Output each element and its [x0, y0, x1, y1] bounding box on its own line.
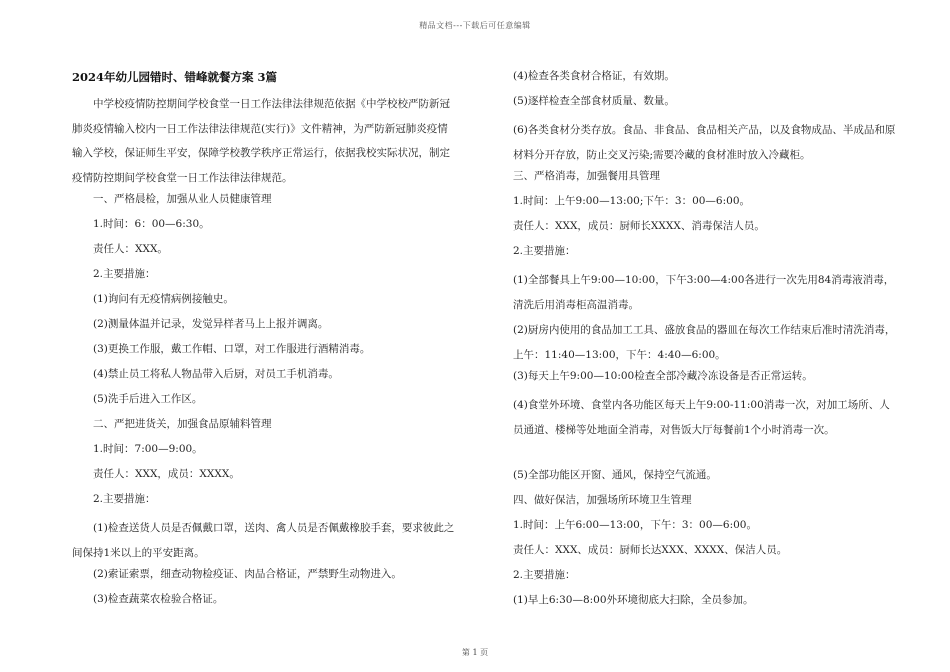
text-line: (3)检查蔬菜农检验合格证。: [93, 593, 224, 605]
text-line: 1.时间：6：00—6:30。: [93, 218, 210, 230]
text-line: 责任人：XXX、成员：厨师长达XXX、XXXX、保洁人员。: [513, 544, 788, 556]
text-line: (1)询问有无疫情病例接触史。: [93, 293, 234, 305]
text-line: (4)禁止员工将私人物品带入后厨，对员工手机消毒。: [93, 368, 339, 380]
text-line: (4)检查各类食材合格证，有效期。: [513, 70, 675, 82]
page-footer: 第 1 页: [461, 648, 489, 657]
right-column: [513, 68, 898, 617]
text-line: (2)测量体温并记录，发觉异样者马上上报并调离。: [93, 318, 329, 330]
text-line: 一、严格晨检，加强从业人员健康管理: [93, 193, 272, 205]
page-header: 精品文档---下载后可任意编辑: [419, 21, 531, 30]
text-line: (3)每天上午9:00—10:00检查全部冷藏冷冻设备是否正常运转。: [513, 370, 813, 382]
text-line: 二、严把进货关，加强食品原辅料管理: [93, 418, 272, 430]
text-line: 2.主要措施：: [93, 268, 156, 280]
text-line: (5)逐样检查全部食材质量、数量。: [513, 95, 675, 107]
left-lines: [72, 191, 457, 508]
text-line: 四、做好保洁，加强场所环境卫生管理: [513, 494, 692, 506]
paragraph: (1)检查送货人员是否佩戴口罩，送肉、禽人员是否佩戴橡胶手套，要求彼此之间保持1米以上的平安距离。: [72, 522, 455, 559]
text-line: (1)早上6:30—8:00外环境彻底大扫除，全员参加。: [513, 594, 754, 606]
text-line: (5)洗手后进入工作区。: [93, 393, 203, 405]
text-line: (2)索证索票，细查动物检疫证、肉品合格证，严禁野生动物进入。: [93, 568, 402, 580]
text-line: 1.时间：7:00—9:00。: [93, 443, 203, 455]
left-lines-2: [72, 566, 457, 608]
document-title: 2024年幼儿园错时、错峰就餐方案 3篇: [72, 70, 278, 84]
right-lines: [513, 68, 898, 110]
text-line: (3)更换工作服，戴工作帽、口罩，对工作服进行酒精消毒。: [93, 343, 371, 355]
left-column: [72, 68, 457, 616]
text-line: (5)全部功能区开窗、通风，保持空气流通。: [513, 469, 717, 481]
paragraph: (2)厨房内使用的食品加工工具、盛放食品的器皿在每次工作结束后准时清洗消毒，上午：11:40—13:00，下午：4:40—6:00。: [513, 324, 896, 361]
text-line: 2.主要措施：: [513, 245, 576, 257]
intro-paragraph: 中学校疫情防控期间学校食堂一日工作法律法律规范依据《中学校校严防新冠肺炎疫情输入校内一日工作法律法律规范(实行)》文件精神，为严防新冠肺炎疫情输入学校，保证师生平安，保障学校教学秩序正常运行，依据我校实际状况，制定疫情防控期间学校食堂一日工作法律法律规范。: [72, 98, 450, 184]
paragraph: (4)食堂外环境、食堂内各功能区每天上午9:00-11:00消毒一次，对加工场所、人员通道、楼梯等处地面全消毒，对售饭大厅每餐前1个小时消毒一次。: [513, 399, 890, 436]
spacer: [513, 443, 898, 467]
paragraph: (6)各类食材分类存放。食品、非食品、食品相关产品，以及食物成品、半成品和原材料分开存放，防止交叉污染;需要冷藏的食材准时放入冷藏柜。: [513, 124, 896, 161]
right-lines-2: [513, 168, 898, 260]
text-line: 1.时间：上午6:00—13:00，下午：3：00—6:00。: [513, 519, 757, 531]
paragraph: (1)全部餐具上午9:00—10:00，下午3:00—4:00各进行一次先用84消毒液消毒，清洗后用消毒柜高温消毒。: [513, 274, 895, 311]
text-line: 1.时间：上午9:00—13:00;下午：3：00—6:00。: [513, 195, 751, 207]
text-line: 2.主要措施：: [513, 569, 576, 581]
right-lines-4: [513, 467, 898, 609]
text-line: 责任人：XXX，成员：厨师长XXXX、消毒保洁人员。: [513, 220, 765, 232]
text-line: 2.主要措施：: [93, 493, 156, 505]
text-line: 三、严格消毒，加强餐用具管理: [513, 170, 660, 182]
text-line: 责任人：XXX。: [93, 243, 168, 255]
text-line: 责任人：XXX，成员：XXXX。: [93, 468, 240, 480]
